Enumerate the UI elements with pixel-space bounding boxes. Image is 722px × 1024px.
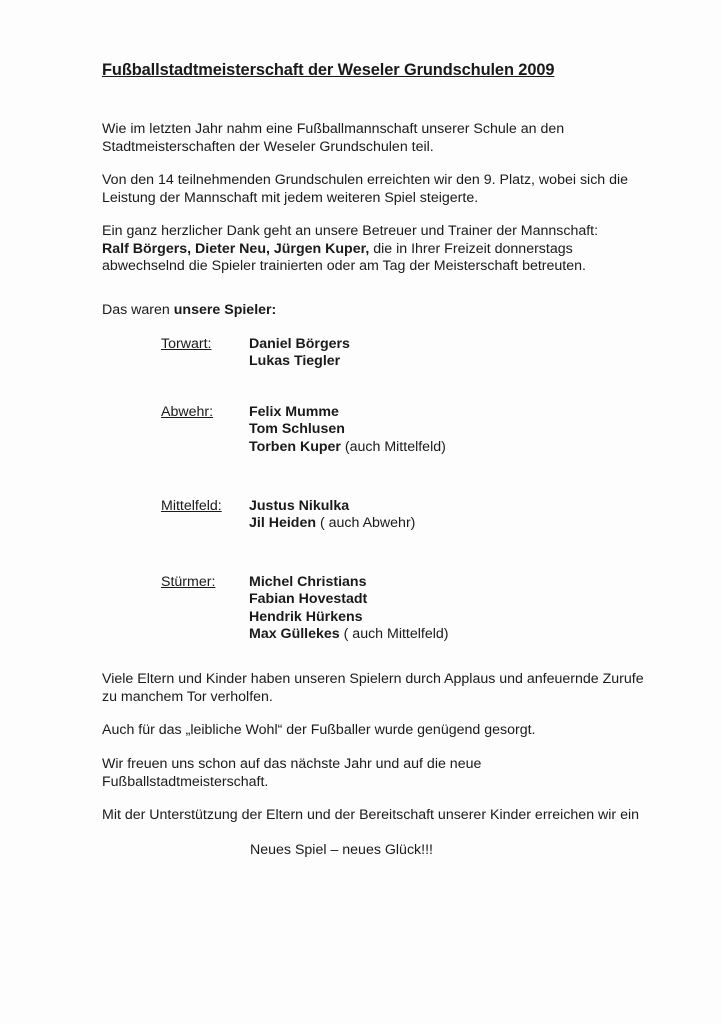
- support-paragraph: [102, 807, 692, 825]
- player-entry: [249, 609, 449, 626]
- players-torwart: [249, 336, 350, 371]
- player-note: (auch Mittelfeld): [340, 438, 446, 455]
- trainer-names: Ralf Börgers, Dieter Neu, Jürgen Kuper,: [102, 240, 370, 257]
- player-entry: [249, 498, 415, 515]
- thanks-line-3: abwechselnd die Spieler trainierten oder am Tag der Meisterschaft betreuten.: [102, 258, 586, 274]
- player-name: Fabian Hovestadt: [249, 591, 368, 608]
- player-name: Michel Christians: [249, 574, 367, 590]
- intro-line-2: Stadtmeisterschaften der Weseler Grundschulen teil.: [102, 138, 434, 155]
- future-line-1: Wir freuen uns schon auf das nächste Jahr und auf die neue: [102, 756, 482, 772]
- player-entry: [249, 421, 446, 438]
- thanks-line-1: Ein ganz herzlicher Dank geht an unsere Betreuer und Trainer der Mannschaft:: [102, 223, 599, 239]
- players-intro-prefix: Das waren: [102, 302, 174, 318]
- player-name: Jil Heiden: [249, 515, 317, 532]
- closing-line: Neues Spiel – neues Glück!!!: [250, 842, 433, 858]
- player-name: Justus Nikulka: [249, 498, 350, 514]
- player-note: ( auch Mittelfeld): [339, 625, 449, 642]
- player-entry: [249, 336, 350, 353]
- players-intro: [102, 302, 692, 320]
- player-name: Felix Mumme: [249, 404, 339, 420]
- parents-paragraph: [102, 671, 692, 706]
- players-stuermer: [249, 574, 449, 643]
- result-line-1: Von den 14 teilnehmenden Grundschulen erreichten wir den 9. Platz, wobei sich die: [102, 172, 629, 188]
- food-paragraph: [102, 722, 692, 740]
- role-label-mittelfeld: Mittelfeld:: [161, 498, 222, 514]
- player-name: Max Güllekes: [249, 625, 340, 642]
- player-name: Daniel Börgers: [249, 336, 350, 352]
- player-name: Lukas Tiegler: [249, 353, 341, 370]
- result-line-2: Leistung der Mannschaft mit jedem weiteren Spiel steigerte.: [102, 189, 479, 206]
- intro-line-1: Wie im letzten Jahr nahm eine Fußballmannschaft unserer Schule an den: [102, 121, 565, 137]
- thanks-paragraph: [102, 223, 692, 276]
- parents-line-2: zu manchem Tor verholfen.: [102, 688, 273, 705]
- player-name: Torben Kuper: [249, 438, 341, 455]
- players-abwehr: [249, 404, 446, 456]
- result-paragraph: [102, 172, 692, 207]
- player-entry: [249, 591, 449, 608]
- parents-line-1: Viele Eltern und Kinder haben unseren Spielern durch Applaus und anfeuernde Zurufe: [102, 671, 644, 687]
- document-title: Fußballstadtmeisterschaft der Weseler Grundschulen 2009: [102, 61, 555, 79]
- role-label-torwart: Torwart:: [161, 336, 212, 352]
- player-note: ( auch Abwehr): [316, 515, 416, 532]
- player-entry: [249, 353, 350, 370]
- support-line: Mit der Unterstützung der Eltern und der Bereitschaft unserer Kinder erreichen wir ein: [102, 807, 640, 823]
- future-line-2: Fußballstadtmeisterschaft.: [102, 773, 269, 790]
- player-entry: [249, 515, 415, 532]
- player-entry: [249, 574, 449, 591]
- player-entry: [249, 439, 446, 456]
- player-entry: [249, 404, 446, 421]
- role-label-abwehr: Abwehr:: [161, 404, 214, 420]
- player-name: Tom Schlusen: [249, 421, 345, 438]
- player-entry: [249, 626, 449, 643]
- player-name: Hendrik Hürkens: [249, 608, 363, 625]
- players-mittelfeld: [249, 498, 415, 533]
- thanks-line-2-rest: die in Ihrer Freizeit donnerstags: [369, 240, 573, 257]
- players-intro-bold: unsere Spieler:: [173, 302, 277, 318]
- food-line: Auch für das „leibliche Wohl“ der Fußballer wurde genügend gesorgt.: [102, 722, 536, 738]
- intro-paragraph: [102, 121, 692, 156]
- thanks-line-2: [102, 241, 692, 259]
- role-label-stuermer: Stürmer:: [161, 574, 216, 590]
- future-paragraph: [102, 756, 692, 791]
